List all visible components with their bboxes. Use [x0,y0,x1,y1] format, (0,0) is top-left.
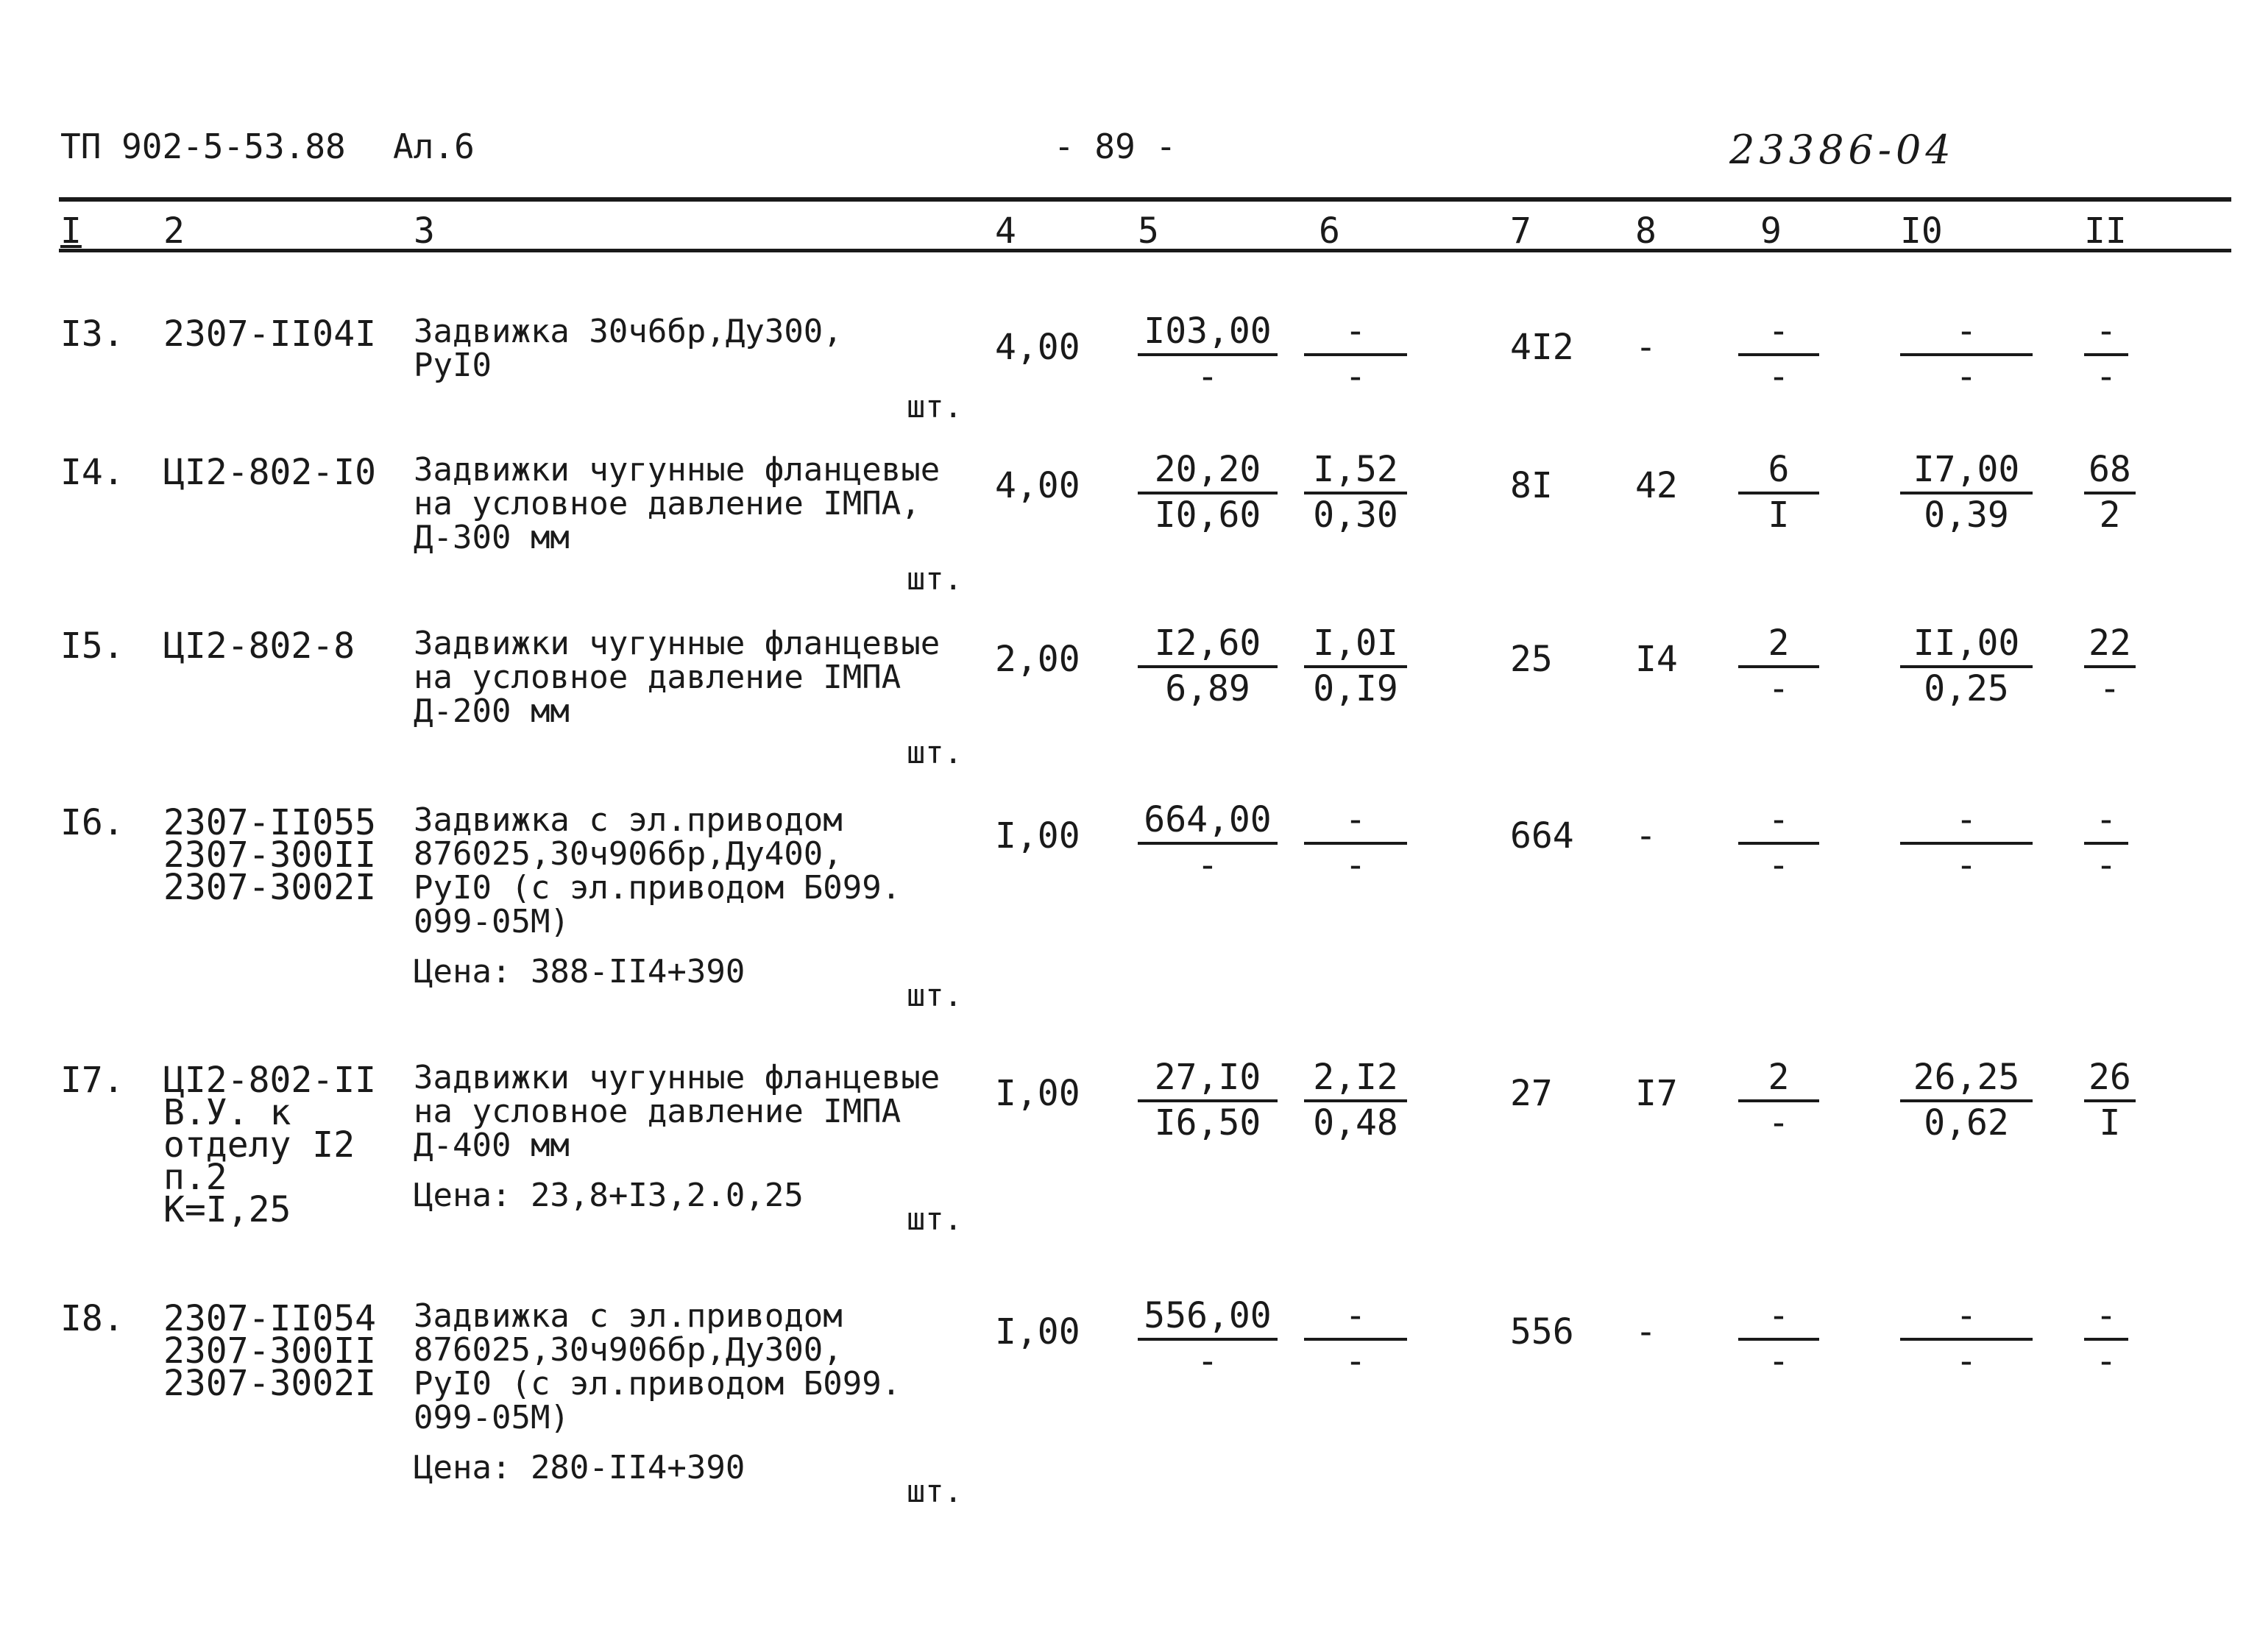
item-description: на условное давление IМПА [414,659,901,696]
col6-value-numerator: - [1304,801,1407,845]
column-number-10: I0 [1900,210,1943,252]
col5-value [1138,624,1278,708]
col6-value [1304,624,1407,708]
column-number-1: I [60,210,82,252]
page-number: - 89 - [1054,127,1177,166]
catalog-code: ЦI2-802-8 [163,625,355,667]
col6-value-denominator: - [1345,356,1367,397]
row-number: I4. [60,452,124,493]
col6-value-denominator: 0,30 [1313,494,1398,536]
col11-value [2084,312,2128,396]
col7-value: 8I [1510,465,1553,506]
catalog-code: В.У. к [163,1092,291,1133]
item-description: на условное давление IМПА, [414,485,921,522]
col9-value-denominator: - [1768,845,1790,886]
col6-value-numerator: - [1304,312,1407,356]
col6-value-denominator: 0,I9 [1313,668,1398,709]
col9-value [1738,624,1819,708]
item-description: Задвижка с эл.приводом [414,801,843,839]
column-number-3: 3 [414,210,435,252]
col5-value-denominator: - [1197,845,1219,886]
unit-label: шт. [907,977,963,1013]
col10-value-numerator: I7,00 [1900,450,2033,494]
col10-value [1900,312,2033,396]
col10-value-numerator: 26,25 [1900,1058,2033,1102]
col11-value-numerator: - [2084,801,2128,845]
col5-value-denominator: - [1197,356,1219,397]
col6-value-numerator: - [1304,1297,1407,1341]
col6-value [1304,1058,1407,1142]
col5-value-denominator: - [1197,1341,1219,1382]
col6-value-denominator: - [1345,1341,1367,1382]
col9-value-numerator: 6 [1738,450,1819,494]
column-number-7: 7 [1510,210,1531,252]
col11-value-denominator: - [2095,356,2117,397]
col11-value [2084,450,2136,534]
col6-value-denominator: 0,48 [1313,1102,1398,1144]
catalog-code: отделу I2 [163,1124,355,1166]
col8-value: - [1635,327,1657,368]
col5-value [1138,1297,1278,1380]
col11-value-denominator: - [2095,845,2117,886]
row-number: I3. [60,313,124,355]
col11-value [2084,801,2128,885]
row-number: I6. [60,802,124,843]
item-description: Д-400 мм [414,1127,570,1164]
col8-value: I4 [1635,639,1678,680]
col9-value-numerator: - [1738,1297,1819,1341]
quantity: 2,00 [995,639,1080,680]
col11-value-numerator: - [2084,1297,2128,1341]
col7-value: 664 [1510,815,1574,857]
col6-value [1304,1297,1407,1380]
item-description: Задвижки чугунные фланцевые [414,1059,941,1096]
col9-value-numerator: 2 [1738,624,1819,668]
col5-value [1138,312,1278,396]
col10-value [1900,1058,2033,1142]
col9-value [1738,1297,1819,1380]
col7-value: 25 [1510,639,1553,680]
col9-value-numerator: - [1738,801,1819,845]
item-description: 099-05М) [414,903,570,940]
col9-value [1738,1058,1819,1142]
price-note: Цена: 23,8+I3,2.0,25 [414,1177,804,1214]
column-number-6: 6 [1319,210,1340,252]
col9-value-numerator: 2 [1738,1058,1819,1102]
col10-value [1900,624,2033,708]
col11-value-numerator: 22 [2084,624,2136,668]
col6-value-numerator: I,52 [1304,450,1407,494]
col5-value-numerator: 556,00 [1138,1297,1278,1341]
quantity: 4,00 [995,465,1080,506]
col10-value [1900,801,2033,885]
col5-value-numerator: 20,20 [1138,450,1278,494]
catalog-code: 2307-300II [163,1330,376,1372]
col5-value-denominator: I6,50 [1154,1102,1261,1144]
document-code: ТП 902-5-53.88 [60,127,346,166]
column-number-4: 4 [995,210,1016,252]
col8-value: I7 [1635,1073,1678,1114]
catalog-code: ЦI2-802-II [163,1060,376,1101]
price-note: Цена: 280-II4+390 [414,1449,745,1486]
col10-value-numerator: - [1900,312,2033,356]
col10-value-denominator: 0,25 [1924,668,2009,709]
col8-value: - [1635,1311,1657,1353]
col6-value [1304,801,1407,885]
unit-label: шт. [907,561,963,597]
col11-value-denominator: - [2099,668,2121,709]
item-description: Д-200 мм [414,692,570,730]
col9-value [1738,450,1819,534]
price-note: Цена: 388-II4+390 [414,953,745,990]
column-number-2: 2 [163,210,185,252]
unit-label: шт. [907,1473,963,1509]
col6-value-denominator: - [1345,845,1367,886]
album-number: Ал.6 [393,127,475,166]
catalog-code: 2307-II054 [163,1298,376,1339]
item-description: РуI0 [414,347,492,384]
col11-value-numerator: 26 [2084,1058,2136,1102]
column-number-9: 9 [1760,210,1782,252]
item-description: Задвижки чугунные фланцевые [414,451,941,489]
col11-value-numerator: - [2084,312,2128,356]
col10-value-denominator: - [1955,1341,1977,1382]
col10-value-denominator: - [1955,845,1977,886]
col11-value-denominator: I [2099,1102,2121,1144]
catalog-code: 2307-3002I [163,1363,376,1404]
col9-value-denominator: I [1768,494,1790,536]
unit-label: шт. [907,734,963,770]
col5-value-numerator: I03,00 [1138,312,1278,356]
catalog-code: 2307-3002I [163,867,376,908]
col6-value [1304,312,1407,396]
col10-value [1900,450,2033,534]
catalog-code: ЦI2-802-I0 [163,452,376,493]
catalog-code: 2307-300II [163,834,376,876]
col9-value-denominator: - [1768,356,1790,397]
col11-value [2084,624,2136,708]
quantity: 4,00 [995,327,1080,368]
catalog-code: п.2 [163,1157,227,1198]
col7-value: 27 [1510,1073,1553,1114]
col5-value [1138,801,1278,885]
col8-value: 42 [1635,465,1678,506]
col5-value-denominator: 6,89 [1165,668,1250,709]
quantity: I,00 [995,1311,1080,1353]
item-description: 876025,30ч906бр,Ду300, [414,1331,843,1369]
catalog-code: К=I,25 [163,1189,291,1230]
col10-value-numerator: - [1900,1297,2033,1341]
col6-value [1304,450,1407,534]
col5-value-numerator: 27,I0 [1138,1058,1278,1102]
item-description: Задвижка с эл.приводом [414,1297,843,1335]
item-description: 876025,30ч906бр,Ду400, [414,835,843,873]
col9-value [1738,801,1819,885]
col5-value [1138,450,1278,534]
unit-label: шт. [907,1201,963,1237]
col10-value-denominator: 0,39 [1924,494,2009,536]
quantity: I,00 [995,815,1080,857]
col10-value [1900,1297,2033,1380]
col9-value-denominator: - [1768,1341,1790,1382]
col6-value-numerator: 2,I2 [1304,1058,1407,1102]
col10-value-numerator: - [1900,801,2033,845]
item-description: Д-300 мм [414,519,570,556]
col11-value-numerator: 68 [2084,450,2136,494]
col10-value-numerator: II,00 [1900,624,2033,668]
item-description: Задвижки чугунные фланцевые [414,625,941,662]
header-rule-top [59,197,2231,202]
catalog-code: 2307-II04I [163,313,376,355]
item-description: РуI0 (с эл.приводом Б099. [414,869,901,907]
col9-value-numerator: - [1738,312,1819,356]
column-number-11: II [2084,210,2127,252]
col10-value-denominator: 0,62 [1924,1102,2009,1144]
col11-value-denominator: 2 [2099,494,2121,536]
unit-label: шт. [907,389,963,425]
column-number-8: 8 [1635,210,1657,252]
col10-value-denominator: - [1955,356,1977,397]
col11-value [2084,1297,2128,1380]
item-description: 099-05М) [414,1399,570,1436]
item-description: РуI0 (с эл.приводом Б099. [414,1365,901,1403]
col5-value-numerator: I2,60 [1138,624,1278,668]
col11-value [2084,1058,2136,1142]
col7-value: 556 [1510,1311,1574,1353]
item-description: на условное давление IМПА [414,1093,901,1130]
col5-value-denominator: I0,60 [1154,494,1261,536]
inventory-number: 23386-04 [1729,127,1955,173]
col11-value-denominator: - [2095,1341,2117,1382]
row-number: I5. [60,625,124,667]
col8-value: - [1635,815,1657,857]
col6-value-numerator: I,0I [1304,624,1407,668]
col7-value: 4I2 [1510,327,1574,368]
item-description: Задвижка 30ч6бр,Ду300, [414,313,843,350]
col5-value-numerator: 664,00 [1138,801,1278,845]
col5-value [1138,1058,1278,1142]
row-number: I7. [60,1060,124,1101]
row-number: I8. [60,1298,124,1339]
col9-value [1738,312,1819,396]
quantity: I,00 [995,1073,1080,1114]
catalog-code: 2307-II055 [163,802,376,843]
col9-value-denominator: - [1768,1102,1790,1144]
col9-value-denominator: - [1768,668,1790,709]
column-number-5: 5 [1138,210,1159,252]
